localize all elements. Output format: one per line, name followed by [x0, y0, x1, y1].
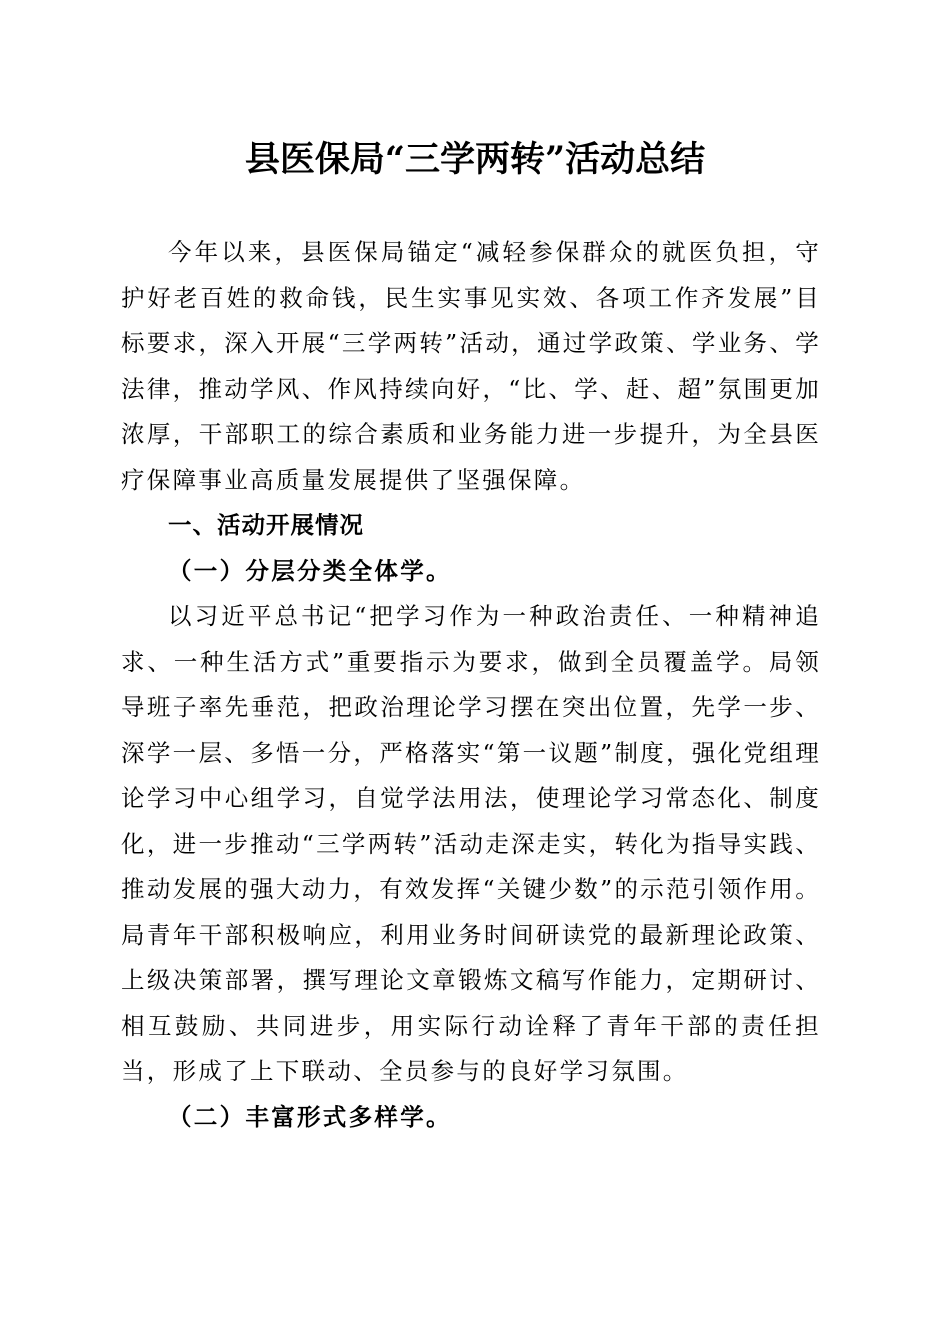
section-heading-activities: 一、活动开展情况 [168, 511, 364, 539]
intro-paragraph: 今年以来，县医保局锚定“减轻参保群众的就医负担，守护好老百姓的救命钱，民生实事见实效、各项工作齐发展”目标要求，深入开展“三学两转”活动，通过学政策、学业务、学法律，推动学风、作风持续向好，“比、学、赶、超”氛围更加浓厚，干部职工的综合素质和业务能力进一步提升，为全县医疗保障事业高质量发展提供了坚强保障。 [121, 238, 821, 494]
subsection-heading-2: （二）丰富形式多样学。 [168, 1102, 452, 1131]
body-paragraph-1: 以习近平总书记“把学习作为一种政治责任、一种精神追求、一种生活方式”重要指示为要求，做到全员覆盖学。局领导班子率先垂范，把政治理论学习摆在突出位置，先学一步、深学一层、多悟一分，严格落实“第一议题”制度，强化党组理论学习中心组学习，自觉学法用法，使理论学习常态化、制度化，进一步推动“三学两转”活动走深走实，转化为指导实践、推动发展的强大动力，有效发挥“关键少数”的示范引领作用。局青年干部积极响应，利用业务时间研读党的最新理论政策、上级决策部署，撰写理论文章锻炼文稿写作能力，定期研讨、相互鼓励、共同进步，用实际行动诠释了青年干部的责任担当，形成了上下联动、全员参与的良好学习氛围。 [121, 602, 821, 1085]
document-body [121, 230, 821, 1140]
subsection-heading-1: （一）分层分类全体学。 [168, 556, 452, 585]
document-title: 县医保局“三学两转”活动总结 [244, 139, 706, 180]
